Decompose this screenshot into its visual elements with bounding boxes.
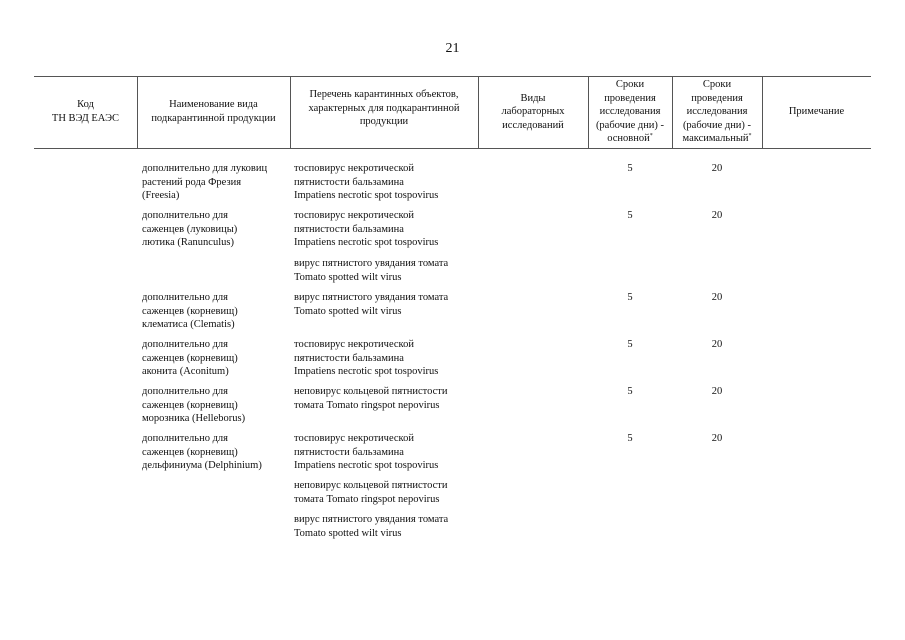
header-objects-line: продукции	[359, 116, 409, 128]
header-term-basic-line: (рабочие дни) -	[595, 119, 665, 131]
term-basic-value: 5	[627, 163, 633, 174]
header-term-max	[672, 76, 762, 148]
header-term-max-line: проведения	[691, 92, 743, 104]
header-lab-line: исследований	[502, 119, 564, 131]
row-object-line: тосповирус некротической	[294, 163, 414, 174]
row-object-line: Tomato spotted wilt virus	[294, 305, 402, 317]
row-object-line: вирус пятнистого увядания томата	[294, 292, 449, 303]
row-object-line: вирус пятнистого увядания томата	[294, 514, 449, 525]
row-product-line: саженцев (корневищ)	[142, 352, 238, 364]
term-basic-value: 5	[627, 386, 633, 397]
header-lab-line: Виды	[520, 92, 546, 104]
row-object-line: Impatiens necrotic spot tospovirus	[294, 366, 439, 378]
header-code	[34, 76, 137, 148]
row-object	[294, 162, 438, 203]
header-term-basic-line: исследования	[599, 106, 661, 118]
row-object-line: Tomato spotted wilt virus	[294, 527, 402, 539]
row-object	[294, 338, 438, 379]
row-object-line: Impatiens necrotic spot tospovirus	[294, 237, 439, 249]
header-note	[762, 76, 871, 148]
header-bottom-border	[34, 148, 871, 149]
row-product-line: саженцев (корневищ)	[142, 446, 238, 458]
header-term-basic-text: основной	[607, 133, 650, 145]
header-term-basic-line: Сроки	[615, 79, 645, 91]
row-object	[294, 432, 438, 473]
footnote-mark: *	[748, 133, 752, 140]
row-object-line: томата Tomato ringspot nepovirus	[294, 399, 440, 411]
row-product-line: клематиса (Clematis)	[142, 319, 235, 331]
row-object-line: пятнистости бальзамина	[294, 223, 404, 235]
header-objects	[290, 76, 478, 148]
row-object-line: Impatiens necrotic spot tospovirus	[294, 190, 439, 202]
footnote-mark: *	[649, 133, 653, 140]
row-product-line: дополнительно для	[142, 210, 228, 221]
header-term-max-text: максимальный	[682, 133, 749, 145]
row-product-line: (Freesia)	[142, 190, 180, 202]
header-lab-line: лабораторных	[501, 106, 565, 118]
term-max-value: 20	[711, 433, 723, 444]
row-product-line: саженцев (корневищ)	[142, 305, 238, 317]
header-term-basic-line: проведения	[604, 92, 656, 104]
header-term-max-line: Сроки	[702, 79, 732, 91]
header-product	[137, 76, 290, 148]
row-product	[142, 432, 262, 473]
row-object-line: томата Tomato ringspot nepovirus	[294, 493, 440, 505]
term-basic-value: 5	[627, 292, 633, 303]
row-object-line: Tomato spotted wilt virus	[294, 271, 402, 283]
row-object-line: пятнистости бальзамина	[294, 352, 404, 364]
row-object-line: неповирус кольцевой пятнистости	[294, 386, 448, 397]
row-object-line: тосповирус некротической	[294, 210, 414, 221]
header-product-line: подкарантинной продукции	[151, 113, 276, 124]
term-max-value: 20	[711, 292, 723, 303]
row-product-line: дополнительно для луковиц	[142, 163, 268, 174]
header-objects-line: характерных для подкарантинной	[308, 102, 460, 114]
header-objects-line: Перечень карантинных объектов,	[309, 89, 459, 100]
term-basic-value: 5	[627, 433, 633, 444]
row-object-line: вирус пятнистого увядания томата	[294, 258, 449, 269]
header-product-line: Наименование вида	[169, 99, 258, 111]
row-product-line: морозника (Helleborus)	[142, 413, 246, 425]
row-object	[294, 513, 448, 540]
page-number: 21	[445, 41, 460, 56]
row-object-line: Impatiens necrotic spot tospovirus	[294, 460, 439, 472]
row-object	[294, 385, 448, 412]
row-product-line: дополнительно для	[142, 386, 228, 397]
term-max-value: 20	[711, 339, 723, 350]
header-code-line: Код	[77, 99, 94, 111]
row-object	[294, 291, 448, 318]
header-term-basic-line	[596, 132, 664, 146]
row-product	[142, 338, 238, 379]
row-product-line: саженцев (корневищ)	[142, 399, 238, 411]
row-product-line: дополнительно для	[142, 292, 228, 303]
row-object-line: пятнистости бальзамина	[294, 176, 404, 188]
row-object	[294, 257, 448, 284]
row-object-line: тосповирус некротической	[294, 339, 414, 350]
header-code-line: ТН ВЭД ЕАЭС	[51, 113, 120, 124]
row-product	[142, 385, 245, 426]
row-object-line: неповирус кольцевой пятнистости	[294, 480, 448, 491]
row-product-line: дельфиниума (Delphinium)	[142, 460, 262, 472]
header-term-max-line: исследования	[686, 106, 748, 118]
row-product-line: растений рода Фрезия	[142, 176, 242, 188]
row-product-line: дополнительно для	[142, 339, 228, 350]
header-term-basic	[588, 76, 672, 148]
row-object-line: пятнистости бальзамина	[294, 446, 404, 458]
row-object-line: тосповирус некротической	[294, 433, 414, 444]
term-basic-value: 5	[627, 210, 633, 221]
row-product	[142, 209, 237, 250]
term-max-value: 20	[711, 386, 723, 397]
row-object	[294, 479, 448, 506]
row-product-line: лютика (Ranunculus)	[142, 237, 234, 249]
term-max-value: 20	[711, 163, 723, 174]
row-product	[142, 162, 267, 203]
header-term-max-line	[683, 132, 752, 146]
header-lab	[478, 76, 588, 148]
row-product	[142, 291, 238, 332]
row-product-line: аконита (Aconitum)	[142, 366, 229, 378]
term-max-value: 20	[711, 210, 723, 221]
row-product-line: саженцев (луковицы)	[142, 223, 238, 235]
header-term-max-line: (рабочие дни) -	[682, 119, 752, 131]
row-product-line: дополнительно для	[142, 433, 228, 444]
row-object	[294, 209, 438, 250]
term-basic-value: 5	[627, 339, 633, 350]
header-note-line: Примечание	[788, 106, 845, 118]
